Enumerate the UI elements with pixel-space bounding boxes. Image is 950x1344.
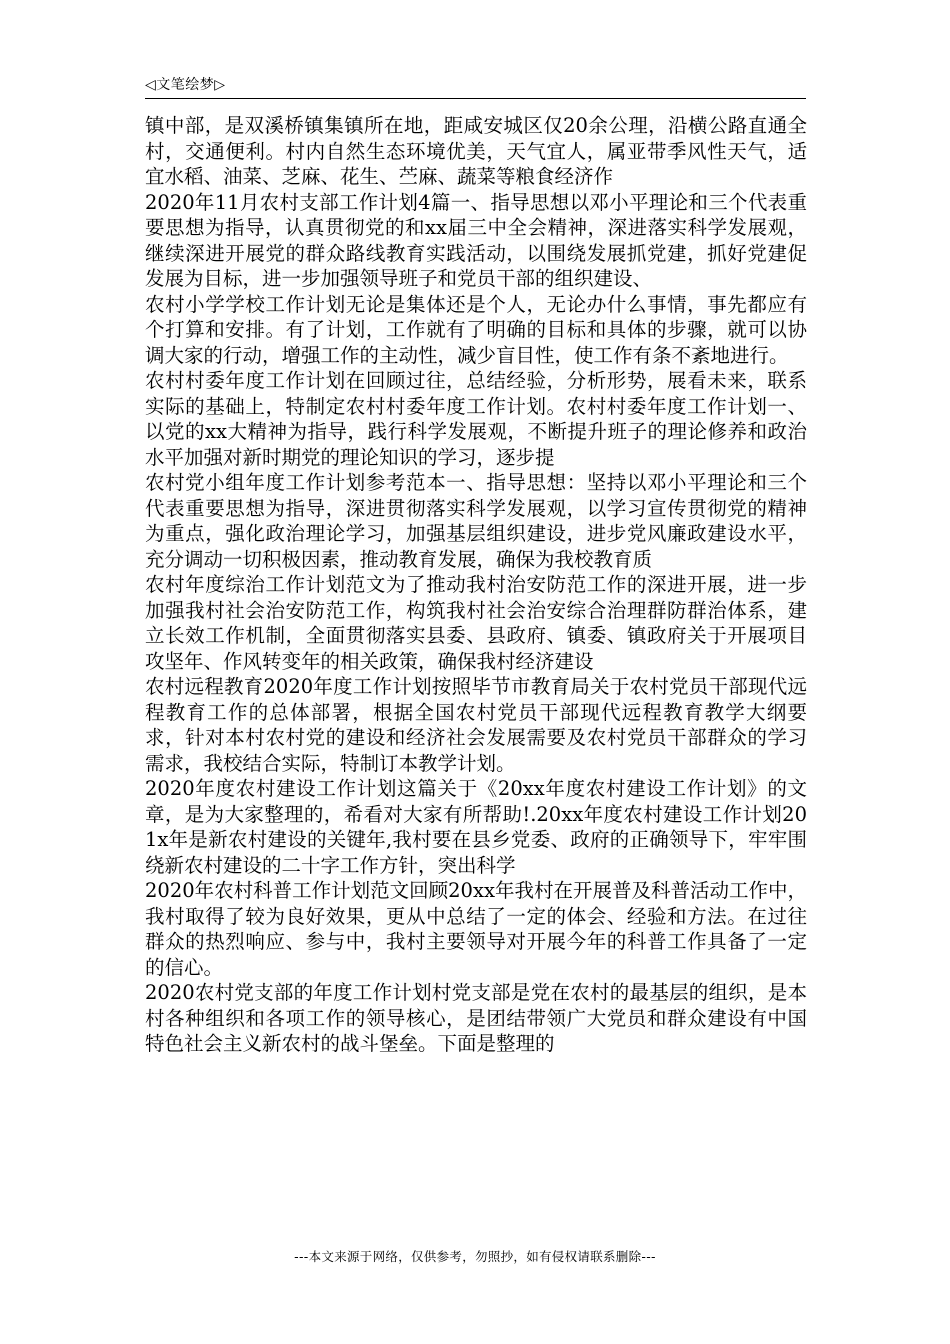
footer-disclaimer: ---本文来源于网络，仅供参考，勿照抄，如有侵权请联系删除--- xyxy=(294,1249,656,1264)
document-body xyxy=(145,113,807,1057)
paragraph: 2020年度农村建设工作计划这篇关于《20xx年度农村建设工作计划》的文章，是为大家整理的，希看对大家有所帮助!.20xx年度农村建设工作计划201x年是新农村建设的关键年,我村要在县乡党委、政府的正确领导下，牢牢围绕新农村建设的二十字工作方针，突出科学 xyxy=(145,777,807,877)
page-header xyxy=(145,72,806,99)
paragraph: 2020农村党支部的年度工作计划村党支部是党在农村的最基层的组织，是本村各种组织和各项工作的领导核心，是团结带领广大党员和群众建设有中国特色社会主义新农村的战斗堡垒。下面是整理的 xyxy=(145,981,807,1055)
page-footer xyxy=(0,1247,950,1265)
header-title: ◁文笔绘梦▷ xyxy=(145,77,226,93)
paragraph: 农村远程教育2020年度工作计划按照毕节市教育局关于农村党员干部现代远程教育工作的总体部署，根据全国农村党员干部现代远程教育教学大纲要求，针对本村农村党的建设和经济社会发展需要及农村党员干部群众的学习需求，我校结合实际，特制订本教学计划。 xyxy=(145,675,807,775)
paragraph: 2020年农村科普工作计划范文回顾20xx年我村在开展普及科普活动工作中，我村取得了较为良好效果，更从中总结了一定的体会、经验和方法。在过往群众的热烈响应、参与中，我村主要领导对开展今年的科普工作具备了一定的信心。 xyxy=(145,879,807,979)
paragraph: 农村小学学校工作计划无论是集体还是个人，无论办什么事情，事先都应有个打算和安排。有了计划，工作就有了明确的目标和具体的步骤，就可以协调大家的行动，增强工作的主动性，减少盲目性，使工作有条不紊地进行。 xyxy=(145,292,807,367)
paragraph: 镇中部，是双溪桥镇集镇所在地，距咸安城区仅20余公理，沿横公路直通全村，交通便利。村内自然生态环境优美，天气宜人，属亚带季风性天气，适宜水稻、油菜、芝麻、花生、苎麻、蔬菜等粮食经济作 xyxy=(145,114,807,188)
paragraph: 农村年度综治工作计划范文为了推动我村治安防范工作的深进开展，进一步加强我村社会治安防范工作，构筑我村社会治安综合治理群防群治体系，建立长效工作机制，全面贯彻落实县委、县政府、镇委、镇政府关于开展项目攻坚年、作风转变年的相关政策，确保我村经济建设 xyxy=(145,573,807,673)
paragraph: 2020年11月农村支部工作计划4篇一、指导思想以邓小平理论和三个代表重要思想为指导，认真贯彻党的和xx届三中全会精神，深进落实科学发展观，继续深进开展党的群众路线教育实践活动，以围绕发展抓党建，抓好党建促发展为目标，进一步加强领导班子和党员干部的组织建设、 xyxy=(145,190,807,290)
paragraph: 农村党小组年度工作计划参考范本一、指导思想：坚持以邓小平理论和三个代表重要思想为指导，深进贯彻落实科学发展观，以学习宣传贯彻党的精神为重点，强化政治理论学习，加强基层组织建设，进步党风廉政建设水平，充分调动一切积极因素，推动教育发展，确保为我校教育质 xyxy=(145,471,807,571)
paragraph: 农村村委年度工作计划在回顾过往，总结经验，分析形势，展看未来，联系实际的基础上，特制定农村村委年度工作计划。农村村委年度工作计划一、以党的xx大精神为指导，践行科学发展观，不断提升班子的理论修养和政治水平加强对新时期党的理论知识的学习，逐步提 xyxy=(145,369,807,469)
